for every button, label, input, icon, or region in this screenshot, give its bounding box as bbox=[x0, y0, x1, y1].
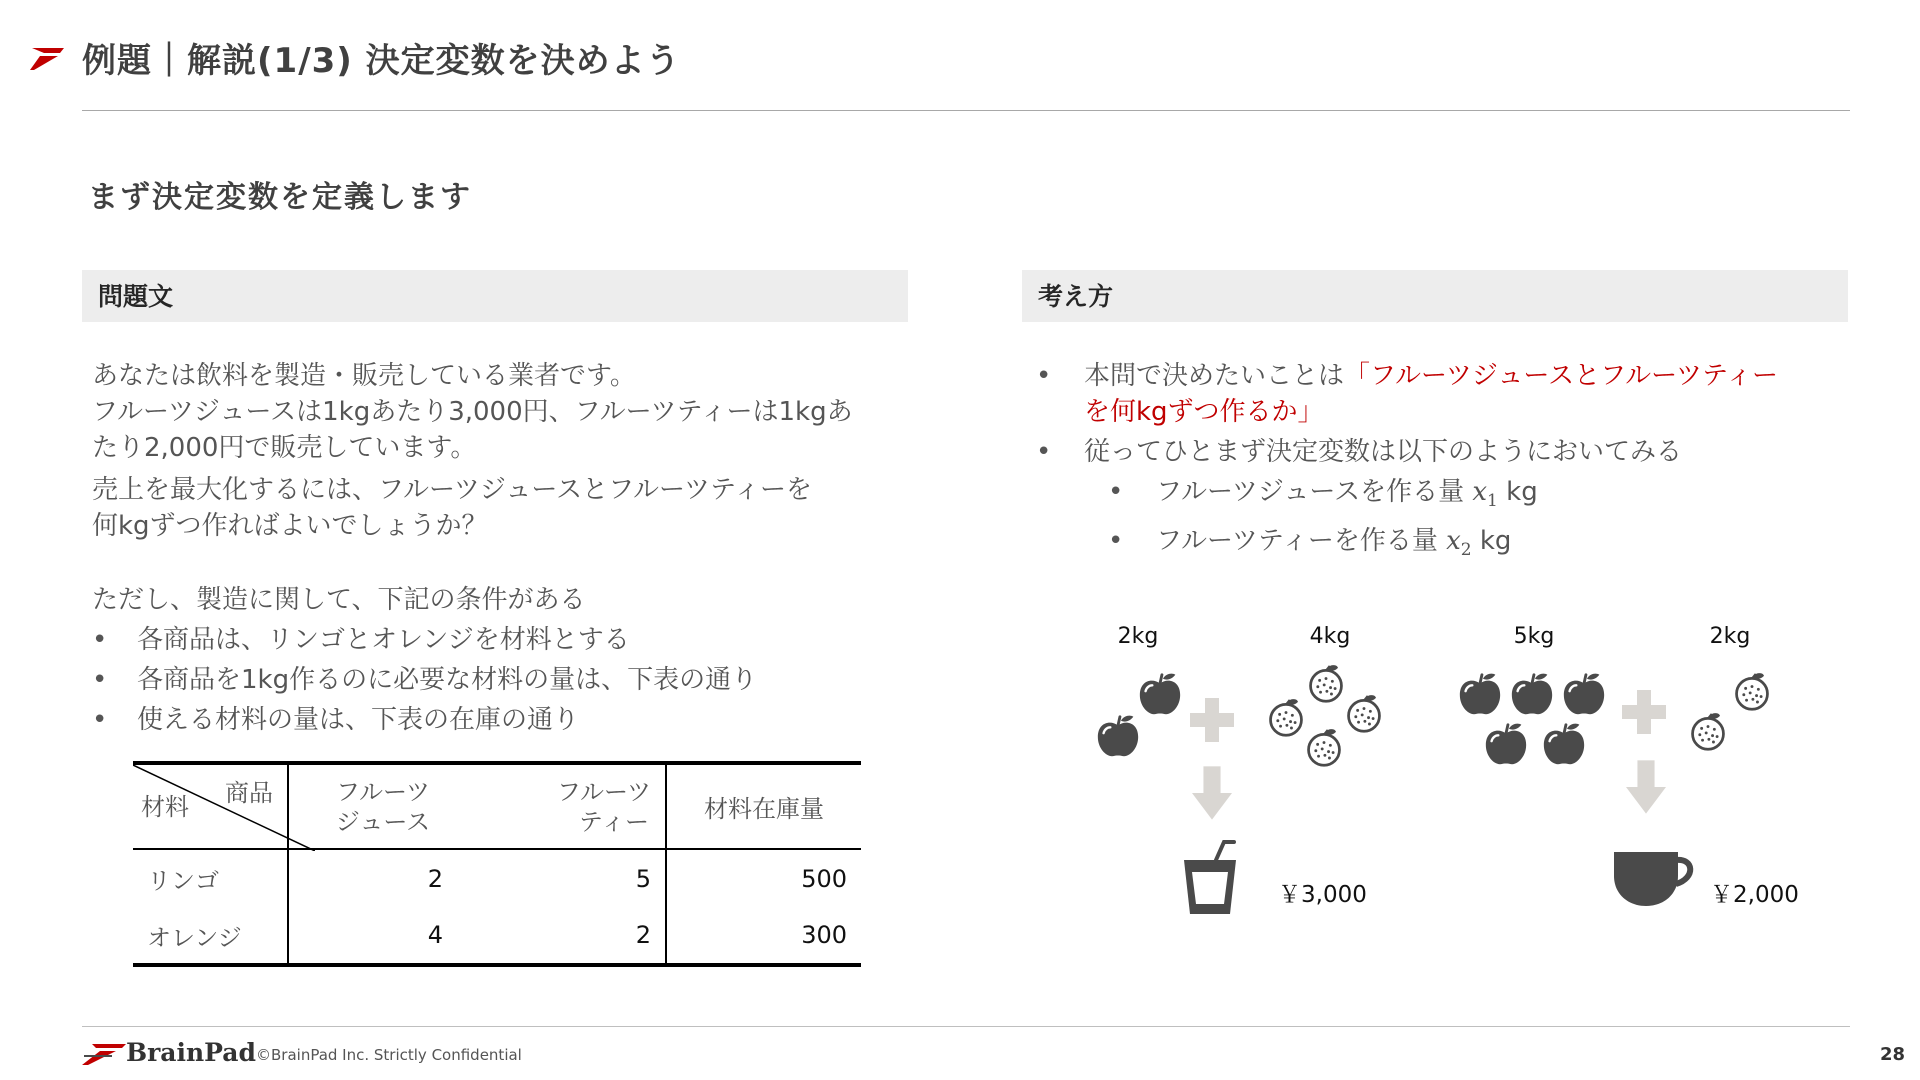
quantity-label: 4kg bbox=[1309, 624, 1351, 649]
quantity-label: 2kg bbox=[1709, 624, 1751, 649]
apple-icon bbox=[1540, 720, 1588, 768]
table-cell: 2 bbox=[477, 907, 666, 965]
brainpad-logo: BrainPad bbox=[126, 1038, 256, 1067]
materials-table bbox=[133, 761, 861, 967]
table-cell: 4 bbox=[427, 921, 443, 949]
apple-icon bbox=[1560, 670, 1608, 718]
corner-label-product: 商品 bbox=[225, 779, 273, 807]
variable-bullet: • フルーツジュースを作る量 $x_1$ kg bbox=[1108, 474, 1848, 519]
orange-icon bbox=[1732, 672, 1772, 712]
orange-icon bbox=[1304, 728, 1344, 768]
condition-bullet: • 各商品を1kg作るのに必要な材料の量は、下表の通り bbox=[92, 662, 912, 698]
header-divider bbox=[82, 110, 1850, 111]
approach-text bbox=[1036, 358, 1848, 568]
problem-line: フルーツジュースは1kgあたり3,000円、フルーツティーは1kgあ bbox=[92, 397, 853, 427]
problem-text bbox=[92, 358, 912, 738]
problem-line: たり2,000円で販売しています。 bbox=[92, 433, 477, 463]
column-header-stock: 材料在庫量 bbox=[704, 795, 824, 823]
juice-price: ￥3,000 bbox=[1278, 882, 1367, 908]
approach-bullet: • 従ってひとまず決定変数は以下のようにおいてみる bbox=[1036, 434, 1848, 470]
copyright-text: ©BrainPad Inc. Strictly Confidential bbox=[256, 1046, 522, 1064]
orange-icon bbox=[1688, 712, 1728, 752]
apple-icon bbox=[1482, 720, 1530, 768]
corner-label-material: 材料 bbox=[141, 793, 189, 821]
variable-bullet: • フルーツティーを作る量 $x_2$ kg bbox=[1108, 523, 1848, 568]
arrow-down-icon bbox=[1626, 760, 1666, 814]
arrow-down-icon bbox=[1192, 766, 1232, 820]
column-header-juice: フルーツ ジュース bbox=[335, 777, 431, 836]
plus-icon bbox=[1620, 688, 1668, 736]
apple-icon bbox=[1456, 670, 1504, 718]
page-number: 28 bbox=[1880, 1044, 1906, 1065]
quantity-label: 2kg bbox=[1117, 624, 1159, 649]
variable-x2: $x_2$ bbox=[1446, 526, 1472, 561]
table-row bbox=[133, 907, 861, 965]
row-label: リンゴ bbox=[133, 849, 288, 907]
table-cell: 300 bbox=[801, 921, 847, 949]
table-cell: 500 bbox=[801, 864, 847, 893]
footer-divider bbox=[82, 1026, 1850, 1027]
table-corner-cell bbox=[133, 763, 288, 849]
brainpad-logo-mark-icon bbox=[82, 1042, 126, 1066]
tea-cup-icon bbox=[1612, 850, 1696, 908]
brand-mark-icon bbox=[30, 46, 68, 72]
quantity-label: 5kg bbox=[1513, 624, 1555, 649]
problem-line: 売上を最大化するには、フルーツジュースとフルーツティーを bbox=[92, 475, 812, 505]
condition-bullet: • 使える材料の量は、下表の在庫の通り bbox=[92, 702, 912, 738]
plus-icon bbox=[1188, 696, 1236, 744]
problem-line: 何kgずつ作ればよいでしょうか？ bbox=[92, 511, 488, 541]
problem-line: あなたは飲料を製造・販売している業者です。 bbox=[92, 361, 636, 391]
orange-icon bbox=[1344, 694, 1384, 734]
orange-icon bbox=[1306, 664, 1346, 704]
problem-heading: 問題文 bbox=[82, 270, 908, 322]
orange-icon bbox=[1266, 698, 1306, 738]
table-row bbox=[133, 849, 861, 907]
apple-icon bbox=[1136, 670, 1184, 718]
apple-icon bbox=[1094, 712, 1142, 760]
page-title: 例題｜解説(1/3) 決定変数を決めよう bbox=[82, 41, 681, 81]
section-subtitle: まず決定変数を定義します bbox=[88, 180, 472, 215]
variable-x1: $x_1$ bbox=[1472, 477, 1498, 512]
table-cell: 2 bbox=[427, 864, 443, 893]
table-cell: 5 bbox=[477, 849, 666, 907]
apple-icon bbox=[1508, 670, 1556, 718]
tea-price: ￥2,000 bbox=[1710, 882, 1799, 908]
condition-intro: ただし、製造に関して、下記の条件がある bbox=[92, 585, 586, 615]
highlight-text: 「フルーツジュースとフルーツティー bbox=[1344, 361, 1778, 391]
highlight-text: を何kgずつ作るか」 bbox=[1084, 397, 1324, 427]
condition-bullet: • 各商品は、リンゴとオレンジを材料とする bbox=[92, 622, 912, 658]
approach-heading: 考え方 bbox=[1022, 270, 1848, 322]
column-header-tea: フルーツ ティー bbox=[477, 763, 666, 849]
juice-cup-icon bbox=[1180, 840, 1240, 916]
row-label: オレンジ bbox=[133, 907, 288, 965]
approach-bullet: • 本問で決めたいことは「フルーツジュースとフルーツティー を何kgずつ作るか」 bbox=[1036, 358, 1848, 430]
